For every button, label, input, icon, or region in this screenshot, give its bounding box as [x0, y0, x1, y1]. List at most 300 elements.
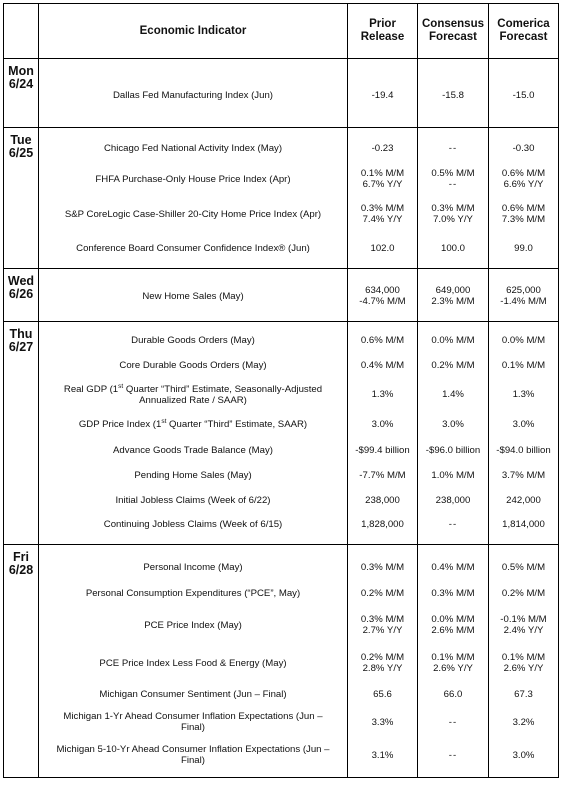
comerica-value-line: 6.6% Y/Y	[503, 179, 544, 190]
comerica-value	[489, 75, 558, 115]
indicator-name	[39, 707, 347, 737]
indicator-name-line2: Annualized Rate / SAAR)	[139, 394, 247, 406]
consensus-value-line: 0.0% M/M	[431, 335, 475, 346]
consensus-value	[418, 411, 488, 438]
comerica-value	[489, 554, 558, 580]
consensus-value	[418, 606, 488, 644]
prior-value	[348, 75, 417, 115]
day-group-row	[4, 545, 559, 778]
comerica-value	[489, 196, 558, 232]
indicator-name-part: GDP Price Index (1	[78, 419, 162, 430]
comerica-value-line: 0.6% M/M	[501, 203, 546, 214]
cell-padding	[489, 115, 558, 127]
indicator-name	[39, 644, 347, 682]
indicator-name	[39, 134, 347, 162]
comerica-value	[489, 353, 558, 378]
prior-value-line: 0.2% M/M	[360, 587, 405, 599]
comerica-forecast-cell	[489, 269, 559, 322]
consensus-value-line: --	[448, 142, 458, 154]
prior-value-text	[361, 588, 404, 599]
comerica-value-line: 3.0%	[512, 419, 535, 430]
day-label: Tue	[10, 133, 32, 147]
comerica-value	[489, 606, 558, 644]
prior-value-line: 0.2% M/M	[360, 652, 405, 663]
prior-value	[348, 463, 417, 488]
comerica-value-text	[502, 652, 545, 674]
consensus-value-text	[436, 495, 471, 506]
prior-release-cell	[348, 322, 418, 545]
cell-padding	[418, 537, 488, 544]
comerica-value-text	[502, 519, 545, 530]
comerica-value-text	[500, 285, 546, 307]
comerica-value	[489, 411, 558, 438]
cell-padding	[39, 264, 347, 268]
consensus-value	[418, 232, 488, 264]
indicator-name-text	[113, 90, 273, 101]
prior-value-line: 1,828,000	[361, 519, 404, 530]
header-consensus-forecast	[418, 4, 489, 59]
day-cell	[4, 545, 39, 778]
consensus-value	[418, 328, 488, 353]
prior-value-line: 7.4% Y/Y	[362, 214, 403, 225]
prior-value	[348, 134, 417, 162]
comerica-value-line: -$94.0 billion	[496, 445, 551, 456]
consensus-forecast-cell	[418, 322, 489, 545]
indicator-cell	[39, 128, 348, 269]
comerica-value	[489, 232, 558, 264]
cell-padding	[39, 311, 347, 321]
indicator-name-part: Quarter “Third” Estimate, Seasonally-Adjusted	[123, 383, 323, 395]
consensus-value-text	[431, 285, 474, 307]
consensus-value-text	[441, 243, 465, 254]
header-consensus-line2: Forecast	[429, 31, 477, 43]
consensus-value	[418, 281, 488, 311]
header-prior-line1: Prior	[369, 18, 396, 30]
comerica-value-line: 1.3%	[512, 389, 535, 400]
comerica-value-line: 0.0% M/M	[501, 335, 546, 346]
comerica-value-line: 242,000	[506, 494, 541, 506]
prior-value	[348, 644, 417, 682]
prior-value-text	[372, 90, 394, 101]
indicator-name-line2: Final)	[180, 722, 205, 733]
consensus-value-text	[442, 389, 464, 400]
consensus-value-line: 0.3% M/M	[431, 587, 475, 599]
comerica-value	[489, 328, 558, 353]
cell-padding	[489, 773, 558, 777]
prior-value-line: 0.1% M/M	[360, 168, 405, 179]
cell-padding	[348, 115, 417, 127]
indicator-name-part: Continuing Jobless Claims (Week of 6/15)	[103, 519, 283, 530]
consensus-forecast-cell	[418, 59, 489, 128]
header-row	[4, 4, 559, 59]
indicator-name-text	[56, 744, 329, 766]
consensus-value-line: 0.4% M/M	[431, 561, 475, 573]
prior-value	[348, 512, 417, 537]
day-cell	[4, 269, 39, 322]
indicator-name	[39, 580, 347, 606]
cell-padding	[39, 115, 347, 127]
prior-value-line: 3.1%	[371, 749, 394, 761]
comerica-value-text	[502, 360, 545, 371]
prior-value	[348, 281, 417, 311]
indicator-name-part: Quarter “Third” Estimate, SAAR)	[166, 419, 308, 430]
prior-value-line: 65.6	[373, 689, 392, 700]
indicator-name	[39, 232, 347, 264]
comerica-value-line: 2.4% Y/Y	[503, 625, 544, 636]
indicator-name-part: Dallas Fed Manufacturing Index (Jun)	[113, 89, 273, 101]
indicator-name-text	[79, 419, 307, 430]
consensus-value-text	[426, 445, 480, 456]
comerica-forecast-cell	[489, 128, 559, 269]
indicator-name	[39, 682, 347, 707]
header-consensus-line1: Consensus	[422, 18, 484, 30]
comerica-value-line: 3.2%	[512, 716, 535, 728]
prior-value-text	[359, 470, 405, 481]
cell-padding	[418, 545, 488, 554]
consensus-value-line: 2.3% M/M	[431, 296, 475, 307]
prior-release-cell	[348, 59, 418, 128]
consensus-forecast-cell	[418, 128, 489, 269]
prior-value-text	[361, 562, 404, 573]
consensus-value	[418, 134, 488, 162]
prior-value-text	[361, 203, 404, 225]
day-group-row	[4, 128, 559, 269]
indicator-name-part: Michigan Consumer Sentiment (Jun – Final)	[99, 689, 287, 700]
indicator-name-part: Core Durable Goods Orders (May)	[119, 360, 267, 371]
prior-value-line: 2.7% Y/Y	[362, 625, 403, 636]
cell-padding	[39, 773, 347, 777]
day-date: 6/27	[8, 340, 34, 354]
consensus-value-text	[431, 614, 474, 636]
prior-value-line: -0.23	[371, 142, 394, 154]
indicator-name	[39, 328, 347, 353]
prior-value-line: 102.0	[370, 242, 395, 254]
consensus-value	[418, 644, 488, 682]
consensus-value	[418, 682, 488, 707]
prior-value-line: 3.0%	[371, 419, 394, 430]
table-body	[4, 59, 559, 778]
prior-value-text	[361, 652, 404, 674]
prior-value	[348, 488, 417, 512]
prior-value-line: 2.8% Y/Y	[362, 663, 403, 674]
day-group-row	[4, 269, 559, 322]
prior-value-text	[355, 445, 409, 456]
day-label: Mon	[8, 64, 34, 78]
prior-value-line: 0.3% M/M	[360, 203, 405, 214]
consensus-value-line: 0.1% M/M	[431, 652, 475, 663]
comerica-value-text	[502, 588, 545, 599]
indicator-name-text	[104, 143, 282, 154]
comerica-value-line: 67.3	[514, 689, 533, 700]
consensus-value-line: 1.4%	[442, 389, 464, 400]
consensus-value-line: --	[448, 179, 458, 190]
cell-padding	[348, 264, 417, 268]
prior-value-line: 0.3% M/M	[360, 561, 405, 573]
comerica-value	[489, 378, 558, 411]
comerica-value-line: 0.1% M/M	[501, 652, 546, 663]
prior-value	[348, 580, 417, 606]
indicator-name	[39, 488, 347, 512]
comerica-value	[489, 463, 558, 488]
cell-padding	[418, 311, 488, 321]
comerica-value-line: 0.1% M/M	[501, 360, 546, 371]
consensus-value	[418, 554, 488, 580]
comerica-value-text	[500, 614, 546, 636]
indicator-name-text	[99, 658, 286, 669]
consensus-value-line: -$96.0 billion	[425, 445, 481, 456]
comerica-value	[489, 682, 558, 707]
prior-value-text	[372, 419, 394, 430]
indicator-name	[39, 162, 347, 196]
consensus-value	[418, 580, 488, 606]
consensus-value	[418, 488, 488, 512]
indicator-name-text	[64, 384, 322, 406]
consensus-value	[418, 707, 488, 737]
consensus-value	[418, 75, 488, 115]
prior-value-text	[365, 495, 400, 506]
consensus-value-line: 2.6% M/M	[431, 625, 475, 636]
day-date: 6/28	[8, 563, 34, 577]
comerica-value	[489, 488, 558, 512]
indicator-name-part: Conference Board Consumer Confidence Index® (Jun)	[76, 242, 310, 254]
consensus-value-text	[431, 588, 474, 599]
consensus-value-text	[449, 519, 457, 530]
indicator-name	[39, 378, 347, 411]
comerica-forecast-cell	[489, 322, 559, 545]
prior-value	[348, 606, 417, 644]
comerica-value	[489, 644, 558, 682]
comerica-value-line: 0.6% M/M	[501, 168, 546, 179]
header-comerica-line2: Forecast	[499, 31, 548, 43]
consensus-value-line: 66.0	[443, 689, 463, 700]
prior-value-line: -4.7% M/M	[359, 296, 406, 307]
consensus-value-line: 649,000	[435, 285, 471, 296]
indicator-name-text	[95, 174, 290, 185]
indicator-name-part: Personal Income (May)	[143, 561, 243, 573]
prior-value-line: 0.6% M/M	[360, 335, 405, 346]
day-label: Fri	[13, 550, 29, 564]
indicator-name-text	[143, 562, 242, 573]
indicator-cell	[39, 269, 348, 322]
prior-value	[348, 554, 417, 580]
comerica-value-line: 0.5% M/M	[501, 561, 546, 573]
consensus-value-line: 7.0% Y/Y	[433, 214, 473, 225]
comerica-value	[489, 707, 558, 737]
indicator-name-part: Real GDP (1	[63, 383, 119, 395]
cell-padding	[489, 311, 558, 321]
comerica-value-text	[502, 335, 545, 346]
cell-padding	[39, 269, 347, 281]
indicator-name-part: Advance Goods Trade Balance (May)	[113, 445, 273, 456]
indicator-name	[39, 737, 347, 773]
indicator-name-part: Chicago Fed National Activity Index (May)	[103, 142, 283, 154]
indicator-name	[39, 196, 347, 232]
consensus-value-text	[431, 203, 474, 225]
day-label: Thu	[9, 327, 33, 341]
prior-release-cell	[348, 545, 418, 778]
cell-padding	[489, 264, 558, 268]
day-group-row	[4, 59, 559, 128]
consensus-value-text	[442, 90, 464, 101]
comerica-value-text	[513, 419, 535, 430]
consensus-value-text	[431, 335, 474, 346]
comerica-value-text	[502, 203, 545, 225]
prior-value-line: 0.4% M/M	[360, 360, 405, 371]
comerica-value-text	[513, 143, 535, 154]
consensus-value-text	[442, 419, 464, 430]
comerica-value	[489, 512, 558, 537]
prior-value	[348, 411, 417, 438]
cell-padding	[39, 537, 347, 544]
cell-padding	[348, 311, 417, 321]
comerica-value-text	[502, 562, 545, 573]
indicator-name	[39, 75, 347, 115]
consensus-value-line: 1.0% M/M	[431, 470, 475, 481]
comerica-value-text	[506, 495, 541, 506]
prior-value	[348, 232, 417, 264]
cell-padding	[348, 537, 417, 544]
prior-value-line: 0.3% M/M	[360, 614, 405, 625]
consensus-value	[418, 162, 488, 196]
indicator-name-text	[86, 588, 300, 599]
cell-padding	[418, 115, 488, 127]
consensus-value-line: 100.0	[440, 242, 465, 254]
consensus-value-line: 0.0% M/M	[431, 614, 475, 625]
indicator-name-part: Michigan 5-10-Yr Ahead Consumer Inflation Expectations (Jun –	[56, 744, 330, 755]
header-prior-release	[348, 4, 418, 59]
indicator-name-text	[134, 470, 251, 481]
prior-value	[348, 328, 417, 353]
prior-value-text	[361, 360, 404, 371]
day-cell	[4, 322, 39, 545]
prior-value-line: -19.4	[371, 89, 394, 101]
prior-value-text	[372, 389, 394, 400]
indicator-name	[39, 353, 347, 378]
cell-padding	[348, 545, 417, 554]
cell-padding	[489, 545, 558, 554]
comerica-value-text	[502, 470, 545, 481]
prior-value-line: 634,000	[365, 285, 400, 296]
indicator-name-part: Michigan 1-Yr Ahead Consumer Inflation Expectations (Jun –	[63, 711, 323, 722]
consensus-value-text	[449, 143, 457, 154]
day-date: 6/24	[8, 77, 34, 91]
prior-value-text	[372, 717, 394, 728]
comerica-value	[489, 737, 558, 773]
comerica-value-line: 2.6% Y/Y	[503, 663, 544, 674]
prior-value	[348, 438, 417, 463]
day-date: 6/25	[8, 146, 34, 160]
indicator-name-text	[144, 620, 242, 631]
indicator-name-text	[99, 689, 286, 700]
header-prior-line2: Release	[360, 31, 405, 43]
indicator-name-part: PCE Price Index Less Food & Energy (May)	[99, 657, 287, 669]
comerica-value	[489, 162, 558, 196]
consensus-value-line: 238,000	[435, 494, 471, 506]
indicator-name-part: Personal Consumption Expenditures (“PCE”, May)	[85, 587, 301, 599]
consensus-value	[418, 196, 488, 232]
consensus-value	[418, 737, 488, 773]
cell-padding	[489, 269, 558, 281]
indicator-name	[39, 554, 347, 580]
consensus-value-line: --	[448, 749, 458, 761]
indicator-cell	[39, 322, 348, 545]
indicator-name-text	[131, 335, 255, 346]
indicator-name-text	[113, 445, 273, 456]
comerica-value-text	[513, 750, 535, 761]
consensus-value-line: --	[448, 519, 458, 530]
prior-value-text	[361, 614, 404, 636]
indicator-name-part: Pending Home Sales (May)	[134, 470, 252, 481]
comerica-value-line: -1.4% M/M	[500, 296, 547, 307]
indicator-name	[39, 281, 347, 311]
prior-value-text	[373, 689, 392, 700]
consensus-value-line: --	[448, 716, 458, 728]
cell-padding	[418, 264, 488, 268]
consensus-value-text	[431, 652, 474, 674]
comerica-value	[489, 580, 558, 606]
prior-value-line: 238,000	[365, 494, 400, 506]
indicator-name-part: Initial Jobless Claims (Week of 6/22)	[115, 494, 271, 506]
indicator-name-text	[142, 291, 243, 302]
prior-value	[348, 378, 417, 411]
prior-value	[348, 737, 417, 773]
comerica-value-text	[502, 168, 545, 190]
economic-calendar-table	[3, 3, 559, 778]
consensus-value-text	[449, 750, 457, 761]
prior-value	[348, 353, 417, 378]
prior-release-cell	[348, 128, 418, 269]
comerica-value-line: -0.30	[512, 142, 535, 154]
comerica-value-text	[514, 689, 533, 700]
consensus-value-text	[431, 360, 474, 371]
indicator-cell	[39, 59, 348, 128]
prior-value	[348, 707, 417, 737]
consensus-value	[418, 438, 488, 463]
consensus-forecast-cell	[418, 545, 489, 778]
cell-padding	[489, 59, 558, 75]
indicator-name-line2: Final)	[180, 755, 205, 766]
indicator-name-text	[104, 519, 282, 530]
indicator-name-text	[63, 711, 322, 733]
ordinal-suffix: st	[118, 382, 124, 390]
day-date: 6/26	[8, 287, 34, 301]
indicator-name-text	[76, 243, 310, 254]
comerica-value	[489, 281, 558, 311]
header-indicator: Economic Indicator	[39, 4, 348, 59]
indicator-name	[39, 411, 347, 438]
prior-value-text	[359, 285, 405, 307]
indicator-name-part: PCE Price Index (May)	[144, 619, 242, 631]
consensus-value-text	[431, 562, 474, 573]
consensus-forecast-cell	[418, 269, 489, 322]
prior-value	[348, 196, 417, 232]
cell-padding	[348, 59, 417, 75]
cell-padding	[39, 545, 347, 554]
day-cell	[4, 128, 39, 269]
consensus-value-line: 0.2% M/M	[431, 360, 475, 371]
consensus-value-line: 3.0%	[442, 419, 464, 430]
consensus-value-text	[431, 470, 474, 481]
cell-padding	[489, 537, 558, 544]
indicator-name-part: New Home Sales (May)	[142, 290, 244, 302]
cell-padding	[348, 269, 417, 281]
indicator-name	[39, 606, 347, 644]
comerica-value-line: 625,000	[506, 285, 541, 296]
comerica-value-text	[513, 717, 535, 728]
header-comerica-line1: Comerica	[497, 18, 550, 30]
day-group-row	[4, 322, 559, 545]
prior-value-text	[372, 143, 394, 154]
